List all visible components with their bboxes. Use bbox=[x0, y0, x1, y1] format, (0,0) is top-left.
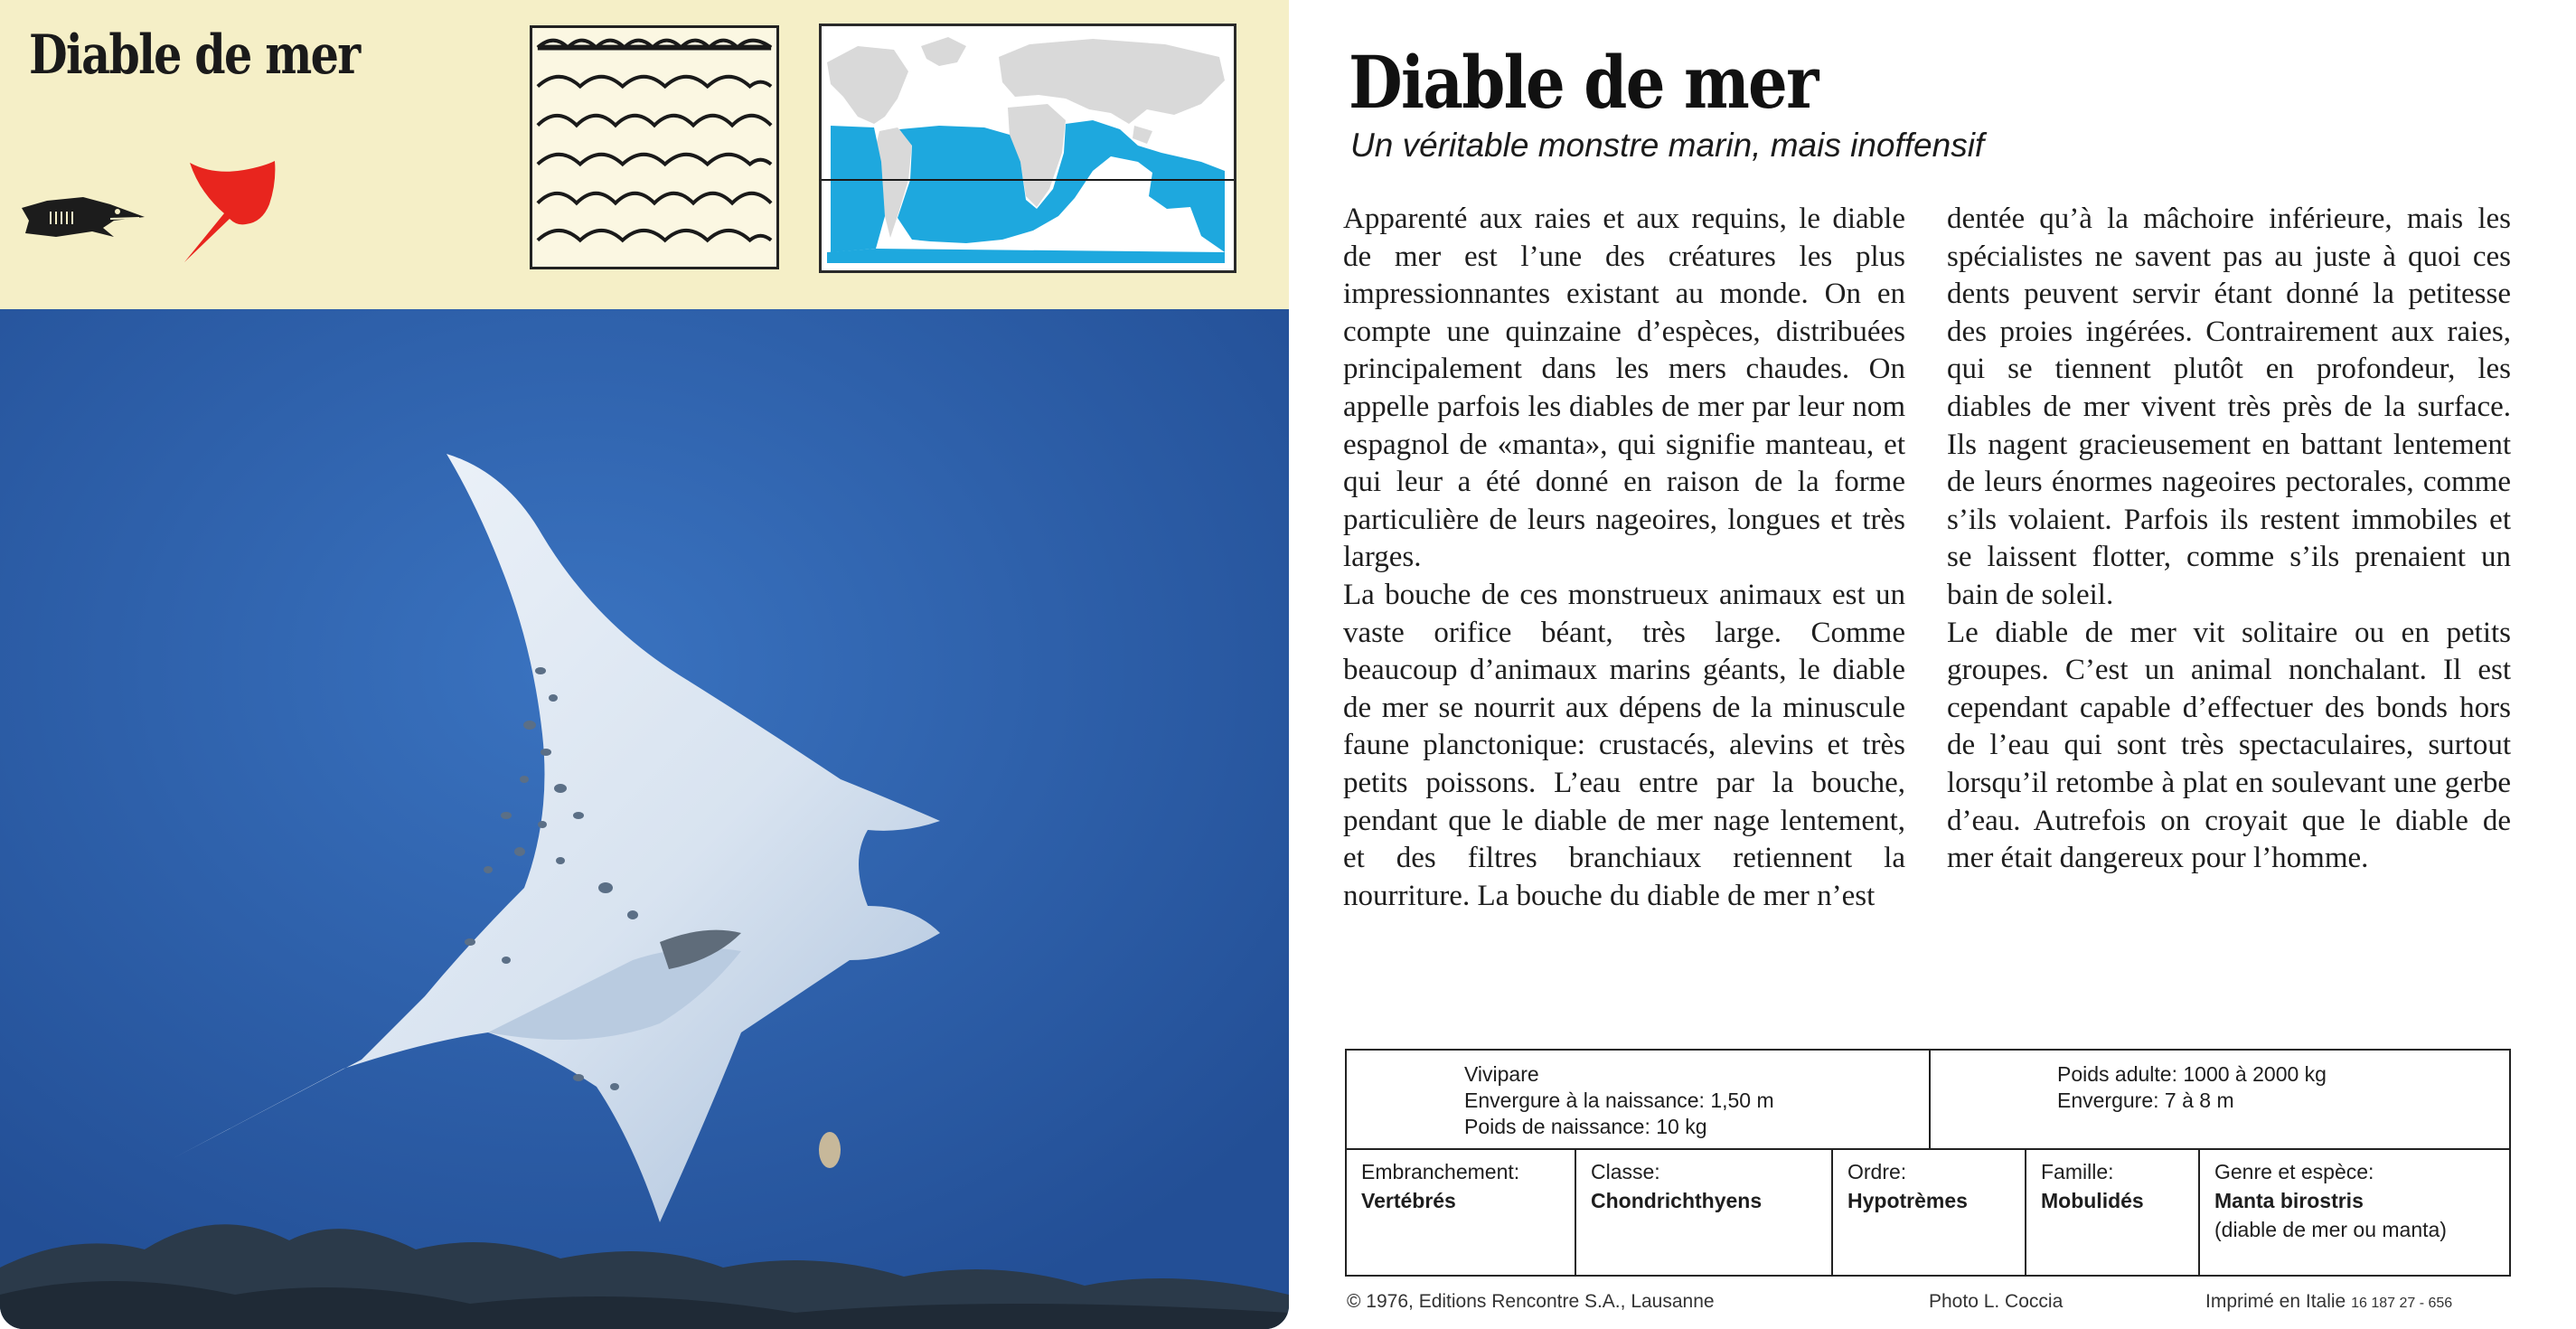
taxonomy-label: Classe: bbox=[1591, 1160, 1660, 1183]
ray-silhouette-icon bbox=[177, 156, 286, 264]
shark-silhouette-icon bbox=[20, 181, 146, 253]
footer-copyright: © 1976, Editions Rencontre S.A., Lausanne bbox=[1347, 1291, 1715, 1312]
taxonomy-cell bbox=[1831, 1148, 2025, 1277]
world-distribution-map bbox=[819, 24, 1236, 273]
subtitle: Un véritable monstre marin, mais inoffensif bbox=[1350, 127, 1985, 164]
paragraph: Apparenté aux raies et aux requins, le diable de mer est l’une des créatures les plus impressionnantes existant au monde. On en compte une quinzaine d’espèces, distribuées principalement dans les mers chaudes. On appelle parfois les diables de mer par leur nom espagnol de «manta», qui signifie manteau, et qui leur a été donné en raison de la forme particulière de leurs nageoires, longues et très larges. bbox=[1343, 203, 1905, 574]
fact-line: Vivipare bbox=[1464, 1062, 1539, 1086]
taxonomy-value: Manta birostris bbox=[2214, 1189, 2364, 1212]
facts-birth bbox=[1464, 1061, 1774, 1140]
footer-printed bbox=[2205, 1291, 2452, 1313]
footer-code: 16 187 27 - 656 bbox=[2351, 1296, 2453, 1311]
manta-ray-photo bbox=[0, 309, 1289, 1329]
fact-line: Envergure à la naissance: 1,50 m bbox=[1464, 1089, 1774, 1112]
taxonomy-cell bbox=[1575, 1148, 1831, 1277]
taxonomy-note: (diable de mer ou manta) bbox=[2214, 1218, 2447, 1241]
paragraph: Le diable de mer vit solitaire ou en petits groupes. C’est un animal nonchalant. Il est cependant capable d’effectuer des bonds hors de l’eau qui sont très spectaculaires, surtout lorsqu’il retombe à plat en soulevant une gerbe d’eau. Autrefois on croyait que le diable de mer était dangereux pour l’homme. bbox=[1947, 616, 2511, 875]
fact-line: Poids de naissance: 10 kg bbox=[1464, 1115, 1707, 1138]
fact-line: Poids adulte: 1000 à 2000 kg bbox=[2057, 1062, 2327, 1086]
facts-adult bbox=[2057, 1061, 2327, 1114]
divider bbox=[1929, 1051, 1931, 1148]
footer-photo-credit: Photo L. Coccia bbox=[1929, 1291, 2064, 1312]
taxonomy-cell bbox=[1347, 1148, 1575, 1277]
paragraph: dentée qu’à la mâchoire inférieure, mais les spécialistes ne savent pas au juste à quoi ces dents peuvent servir étant donné la petitesse des proies ingérées. Contrairement aux raies, qui se tiennent plutôt en profondeur, les diables de mer vivent très près de la surface. Ils nagent gracieusement en battant lentement de leurs énormes nageoires pectorales, comme s’ils volaient. Parfois ils restent immobiles et se laissent flotter, comme s’ils prenaient un bain de soleil. bbox=[1947, 203, 2511, 611]
facts-top-row bbox=[1347, 1051, 2509, 1150]
taxonomy-label: Embranchement: bbox=[1361, 1160, 1520, 1183]
taxonomy-value: Chondrichthyens bbox=[1591, 1189, 1763, 1212]
taxonomy-value: Mobulidés bbox=[2041, 1189, 2144, 1212]
card-title: Diable de mer bbox=[29, 24, 360, 87]
wave-habitat-icon bbox=[530, 25, 779, 269]
text-column-left bbox=[1343, 201, 1905, 915]
taxonomy-label: Ordre: bbox=[1847, 1160, 1907, 1183]
main-title: Diable de mer bbox=[1349, 40, 1818, 125]
footer-printed-text: Imprimé en Italie bbox=[2205, 1291, 2346, 1312]
taxonomy-value: Vertébrés bbox=[1361, 1189, 1456, 1212]
text-column-right bbox=[1947, 201, 2511, 878]
fact-line: Envergure: 7 à 8 m bbox=[2057, 1089, 2234, 1112]
taxonomy-value: Hypotrèmes bbox=[1847, 1189, 1968, 1212]
paragraph: La bouche de ces monstrueux animaux est un vaste orifice béant, très large. Comme beaucoup d’animaux marins géants, le diable de mer se nourrit aux dépens de la minuscule faune planctonique: crustacés, alevins et très petits poissons. L’eau entre par la bouche, pendant que le diable de mer nage lentement, et des filtres branchiaux retiennent la nourriture. La bouche du diable de mer n’est bbox=[1343, 578, 1905, 912]
taxonomy-cell bbox=[2025, 1148, 2198, 1277]
facts-table bbox=[1345, 1049, 2511, 1277]
taxonomy-label: Famille: bbox=[2041, 1160, 2114, 1183]
taxonomy-row bbox=[1347, 1148, 2509, 1277]
taxonomy-label: Genre et espèce: bbox=[2214, 1160, 2374, 1183]
right-card bbox=[1302, 0, 2576, 1329]
taxonomy-cell bbox=[2198, 1148, 2509, 1277]
